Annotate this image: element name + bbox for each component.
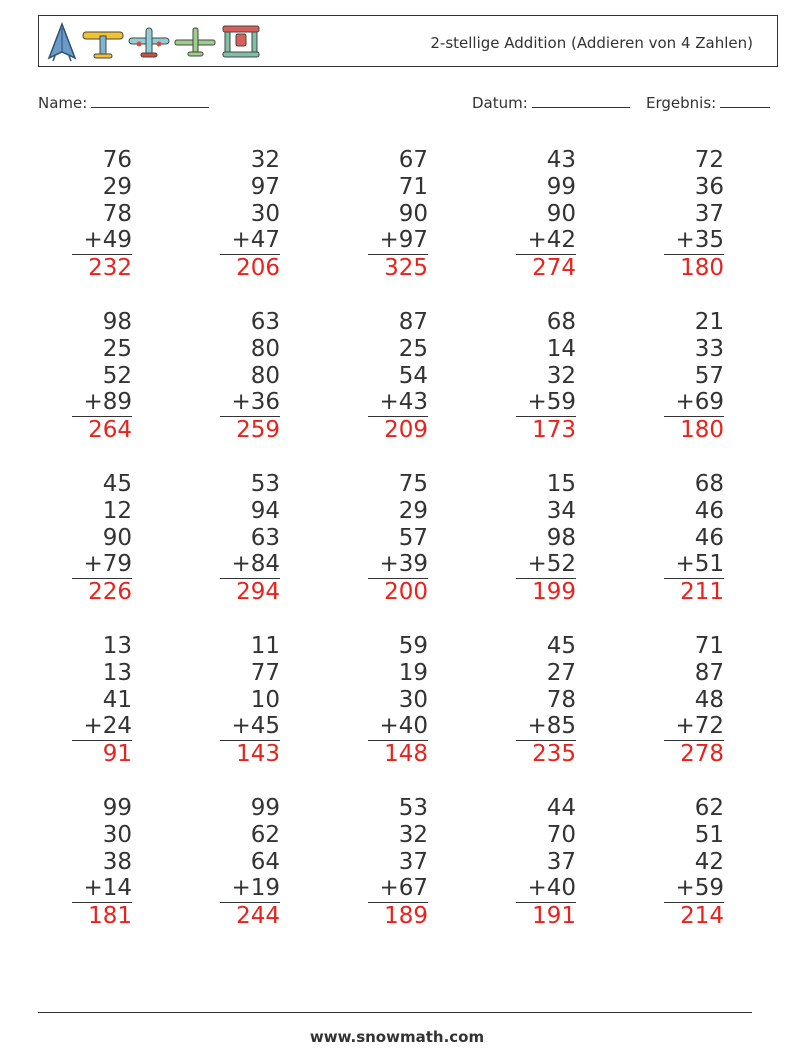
addend-2: 32: [398, 821, 428, 848]
addition-problem: [516, 309, 576, 444]
addend-2: 80: [250, 335, 280, 362]
addend-3: 63: [250, 524, 280, 551]
addend-1: 68: [546, 309, 576, 335]
answer: 180: [680, 255, 724, 282]
answer: 209: [384, 417, 428, 444]
name-blank[interactable]: [91, 93, 209, 108]
addend-1: 99: [250, 795, 280, 821]
addend-4: +67: [368, 875, 428, 903]
addend-1: 72: [694, 147, 724, 173]
addend-4: +40: [516, 875, 576, 903]
addend-2: 77: [250, 659, 280, 686]
addition-problem: [664, 471, 724, 606]
addend-1: 44: [546, 795, 576, 821]
answer: 264: [88, 417, 132, 444]
addend-2: 46: [694, 497, 724, 524]
yellow-plane-icon: [81, 22, 125, 62]
addend-1: 13: [102, 633, 132, 659]
addend-3: 37: [546, 848, 576, 875]
addition-problem: [72, 309, 132, 444]
addend-3: 48: [694, 686, 724, 713]
addition-problem: [664, 309, 724, 444]
addition-problem: [368, 471, 428, 606]
addend-4: +89: [72, 389, 132, 417]
addend-1: 99: [102, 795, 132, 821]
addend-3: 57: [694, 362, 724, 389]
addend-4: +24: [72, 713, 132, 741]
result-label: Ergebnis:: [646, 94, 717, 112]
answer: 244: [236, 903, 280, 930]
addend-2: 34: [546, 497, 576, 524]
addition-problem: [220, 633, 280, 768]
addend-1: 67: [398, 147, 428, 173]
addend-1: 71: [694, 633, 724, 659]
addend-4: +49: [72, 227, 132, 255]
addition-problem: [664, 795, 724, 930]
addend-3: 41: [102, 686, 132, 713]
result-field: [646, 93, 770, 112]
date-label: Datum:: [472, 94, 528, 112]
answer: 294: [236, 579, 280, 606]
addition-problem: [516, 633, 576, 768]
addend-4: +85: [516, 713, 576, 741]
addition-problem: [220, 471, 280, 606]
addend-2: 19: [398, 659, 428, 686]
addend-4: +47: [220, 227, 280, 255]
addend-4: +14: [72, 875, 132, 903]
answer: 226: [88, 579, 132, 606]
addend-2: 87: [694, 659, 724, 686]
addend-4: +19: [220, 875, 280, 903]
addend-3: 64: [250, 848, 280, 875]
addend-3: 52: [102, 362, 132, 389]
addend-3: 30: [250, 200, 280, 227]
addition-problem: [72, 633, 132, 768]
answer: 191: [532, 903, 576, 930]
answer: 259: [236, 417, 280, 444]
addend-1: 53: [398, 795, 428, 821]
addend-1: 68: [694, 471, 724, 497]
addition-problem: [516, 471, 576, 606]
addition-problem: [220, 795, 280, 930]
addend-2: 25: [102, 335, 132, 362]
addend-2: 14: [546, 335, 576, 362]
addend-1: 87: [398, 309, 428, 335]
addend-2: 70: [546, 821, 576, 848]
addition-problem: [72, 471, 132, 606]
addition-problem: [72, 147, 132, 282]
addend-3: 80: [250, 362, 280, 389]
answer: 148: [384, 741, 428, 768]
answer: 235: [532, 741, 576, 768]
addend-1: 59: [398, 633, 428, 659]
addend-3: 90: [546, 200, 576, 227]
addend-1: 76: [102, 147, 132, 173]
date-field: [472, 93, 630, 112]
addend-3: 46: [694, 524, 724, 551]
addend-3: 90: [398, 200, 428, 227]
addition-problem: [516, 795, 576, 930]
addend-2: 71: [398, 173, 428, 200]
header-box: [38, 15, 778, 67]
addend-4: +69: [664, 389, 724, 417]
answer: 232: [88, 255, 132, 282]
addend-2: 36: [694, 173, 724, 200]
answer: 274: [532, 255, 576, 282]
header-icons: [45, 20, 263, 64]
addend-4: +84: [220, 551, 280, 579]
date-blank[interactable]: [532, 93, 630, 108]
green-plane-icon: [173, 22, 217, 62]
answer: 181: [88, 903, 132, 930]
answer: 214: [680, 903, 724, 930]
addend-4: +45: [220, 713, 280, 741]
addition-problem: [368, 795, 428, 930]
addend-4: +39: [368, 551, 428, 579]
addend-2: 62: [250, 821, 280, 848]
name-label: Name:: [38, 94, 88, 112]
addition-problem: [664, 147, 724, 282]
addend-3: 32: [546, 362, 576, 389]
addend-2: 30: [102, 821, 132, 848]
addend-2: 29: [102, 173, 132, 200]
result-blank[interactable]: [720, 93, 770, 108]
answer: 143: [236, 741, 280, 768]
answer: 189: [384, 903, 428, 930]
addend-4: +59: [664, 875, 724, 903]
addend-3: 38: [102, 848, 132, 875]
answer: 200: [384, 579, 428, 606]
blue-plane-icon: [127, 22, 171, 62]
addition-problem: [368, 147, 428, 282]
addition-problem: [664, 633, 724, 768]
answer: 91: [102, 741, 132, 768]
addition-problem: [220, 147, 280, 282]
addend-3: 78: [546, 686, 576, 713]
addend-3: 98: [546, 524, 576, 551]
addend-1: 15: [546, 471, 576, 497]
worksheet-title: 2-stellige Addition (Addieren von 4 Zahlen): [430, 34, 753, 52]
addend-1: 21: [694, 309, 724, 335]
addend-2: 13: [102, 659, 132, 686]
footer-divider: [38, 1012, 752, 1013]
addition-problem: [368, 633, 428, 768]
addend-1: 98: [102, 309, 132, 335]
addend-4: +35: [664, 227, 724, 255]
answer: 211: [680, 579, 724, 606]
addend-1: 53: [250, 471, 280, 497]
addend-4: +51: [664, 551, 724, 579]
addend-3: 78: [102, 200, 132, 227]
addend-2: 33: [694, 335, 724, 362]
addend-4: +59: [516, 389, 576, 417]
addend-1: 32: [250, 147, 280, 173]
addend-1: 11: [250, 633, 280, 659]
addend-2: 99: [546, 173, 576, 200]
answer: 173: [532, 417, 576, 444]
addend-1: 75: [398, 471, 428, 497]
addend-2: 29: [398, 497, 428, 524]
addend-2: 12: [102, 497, 132, 524]
addend-1: 45: [102, 471, 132, 497]
answer: 180: [680, 417, 724, 444]
addend-4: +52: [516, 551, 576, 579]
addition-problem: [516, 147, 576, 282]
addend-4: +97: [368, 227, 428, 255]
addend-1: 45: [546, 633, 576, 659]
addend-3: 42: [694, 848, 724, 875]
answer: 199: [532, 579, 576, 606]
answer: 278: [680, 741, 724, 768]
addend-2: 94: [250, 497, 280, 524]
addend-3: 57: [398, 524, 428, 551]
addend-1: 43: [546, 147, 576, 173]
addend-1: 63: [250, 309, 280, 335]
red-plane-icon: [219, 22, 263, 62]
addend-3: 37: [398, 848, 428, 875]
addend-4: +42: [516, 227, 576, 255]
addend-2: 25: [398, 335, 428, 362]
addend-4: +40: [368, 713, 428, 741]
addition-problem: [220, 309, 280, 444]
addend-2: 51: [694, 821, 724, 848]
addend-4: +79: [72, 551, 132, 579]
addend-4: +36: [220, 389, 280, 417]
addend-2: 27: [546, 659, 576, 686]
addition-problem: [72, 795, 132, 930]
addend-3: 90: [102, 524, 132, 551]
addend-4: +43: [368, 389, 428, 417]
addend-4: +72: [664, 713, 724, 741]
addend-3: 54: [398, 362, 428, 389]
answer: 206: [236, 255, 280, 282]
addend-1: 62: [694, 795, 724, 821]
addend-2: 97: [250, 173, 280, 200]
footer-site: www.snowmath.com: [309, 1028, 485, 1046]
addition-problem: [368, 309, 428, 444]
addend-3: 10: [250, 686, 280, 713]
rocket-icon: [45, 22, 79, 62]
addend-3: 37: [694, 200, 724, 227]
answer: 325: [384, 255, 428, 282]
addend-3: 30: [398, 686, 428, 713]
name-field: [38, 93, 209, 112]
